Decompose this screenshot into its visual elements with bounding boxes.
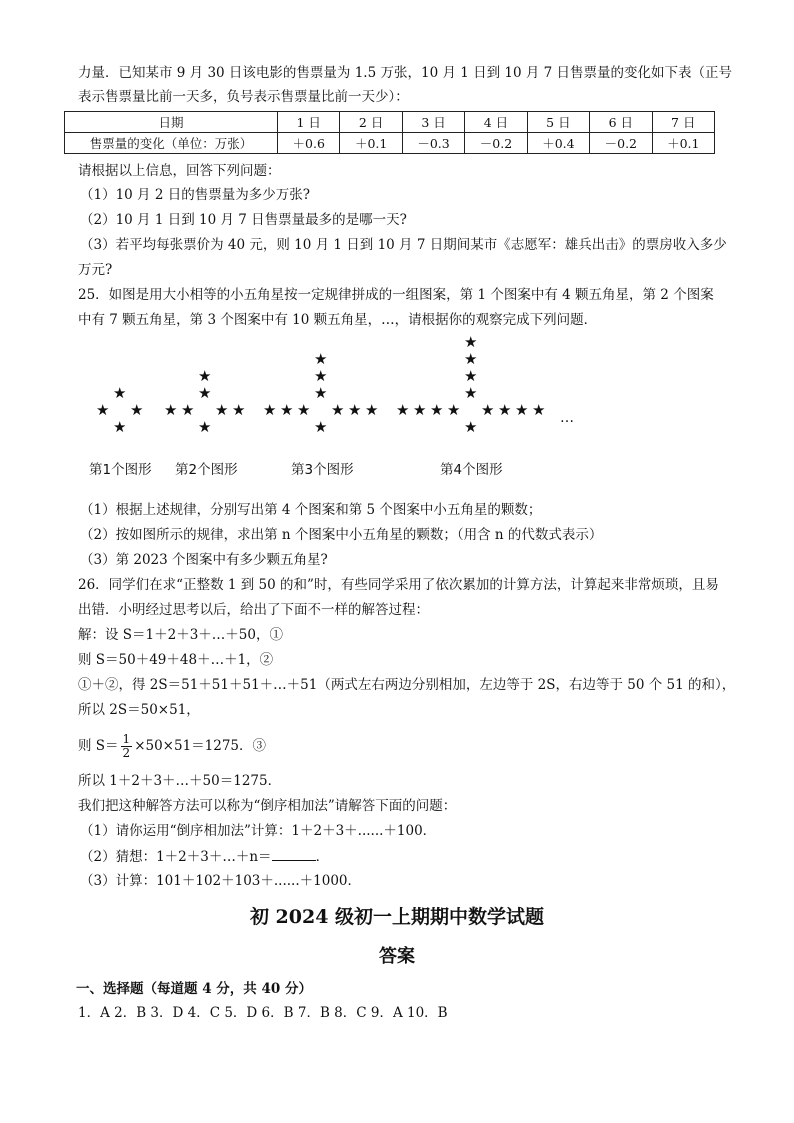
star: ★ xyxy=(430,401,444,419)
solution-5-prefix: 则 S＝ xyxy=(78,738,119,754)
table-cell: ＋0.1 xyxy=(652,133,714,154)
star: ★ xyxy=(314,418,328,436)
table-header-cell: 5 日 xyxy=(527,112,589,133)
table-header-cell: 3 日 xyxy=(402,112,464,133)
q25-item-3: （3）第 2023 个图案中有多少颗五角星? xyxy=(80,552,328,568)
table-header-cell: 日期 xyxy=(65,112,278,133)
star: ★ xyxy=(164,401,178,419)
answer-title: 初 2024 级初一上期期中数学试题 xyxy=(249,906,545,928)
q26-solution-4: 所以 2S＝50×51， xyxy=(78,702,200,718)
q24-prompt: 请根据以上信息，回答下列问题： xyxy=(78,163,281,179)
q25-item-1: （1）根据上述规律，分别写出第 4 个图案和第 5 个图案中小五角星的颗数； xyxy=(80,502,542,518)
star: ★ xyxy=(481,401,495,419)
q26-line-2: 出错．小明经过思考以后，给出了下面不一样的解答过程： xyxy=(78,602,429,618)
star: ★ xyxy=(447,401,461,419)
table-header-cell: 4 日 xyxy=(465,112,527,133)
table-cell: －0.2 xyxy=(465,133,527,154)
star: ★ xyxy=(215,401,229,419)
star: ★ xyxy=(314,350,328,368)
star: ★ xyxy=(464,350,478,368)
figure-caption-1: 第1个图形 xyxy=(89,462,152,478)
star: ★ xyxy=(113,384,127,402)
solution-5-suffix: ×50×51＝1275．③ xyxy=(134,738,267,754)
q25-line-1: 25．如图是用大小相等的小五角星按一定规律拼成的一组图案，第 1 个图案中有 4 颗五角星，第 2 个图案 xyxy=(78,287,714,303)
q25-line-2: 中有 7 颗五角星，第 3 个图案中有 10 颗五角星，…，请根据你的观察完成下列问题． xyxy=(78,312,598,328)
figure-caption-2: 第2个图形 xyxy=(175,462,238,478)
star: ★ xyxy=(464,367,478,385)
star: ★ xyxy=(198,384,212,402)
star: ★ xyxy=(498,401,512,419)
table-header-row xyxy=(65,112,715,133)
fraction-denominator: 2 xyxy=(122,746,131,760)
star: ★ xyxy=(464,418,478,436)
q24-item-2: （2）10 月 1 日到 10 月 7 日售票量最多的是哪一天? xyxy=(80,212,407,228)
section-heading: 一、选择题（每道题 4 分，共 40 分） xyxy=(76,981,312,997)
q26-solution-2: 则 S＝50＋49＋48＋…＋1，② xyxy=(78,652,274,668)
table-cell: ＋0.1 xyxy=(340,133,402,154)
q24-item-3: （3）若平均每张票价为 40 元，则 10 月 1 日到 10 月 7 日期间某市《志愿军：雄兵出击》的票房收入多少 xyxy=(80,237,727,253)
choice-answers: 1．A 2．B 3．D 4．C 5．D 6．B 7．B 8．C 9．A 10．B xyxy=(78,1005,448,1021)
table-cell: ＋0.4 xyxy=(527,133,589,154)
q26-solution-5 xyxy=(78,729,266,763)
star: ★ xyxy=(515,401,529,419)
star-pattern-figure xyxy=(0,330,794,490)
q26-item-3: （3）计算：101＋102＋103＋......＋1000． xyxy=(80,873,361,889)
q26-method: 我们把这种解答方法可以称为“倒序相加法”请解答下面的问题： xyxy=(78,798,457,814)
answer-subtitle: 答案 xyxy=(379,946,415,967)
table-header-cell: 6 日 xyxy=(590,112,652,133)
table-header-cell: 1 日 xyxy=(278,112,340,133)
star: ★ xyxy=(181,401,195,419)
ellipsis: … xyxy=(560,410,574,426)
figure-caption-4: 第4个图形 xyxy=(440,462,503,478)
intro-line-2: 表示售票量比前一天多，负号表示售票量比前一天少）： xyxy=(78,89,409,105)
fraction-numerator: 1 xyxy=(122,732,131,746)
q26-item-2 xyxy=(80,846,329,867)
intro-line-1: 力量．已知某市 9 月 30 日该电影的售票量为 1.5 万张，10 月 1 日到 10 月 7 日售票量的变化如下表（正号 xyxy=(78,65,733,81)
star: ★ xyxy=(464,384,478,402)
star: ★ xyxy=(331,401,345,419)
star: ★ xyxy=(198,367,212,385)
star: ★ xyxy=(314,384,328,402)
q26-item-1: （1）请你运用“倒序相加法”计算：1＋2＋3＋......＋100． xyxy=(80,823,437,839)
star: ★ xyxy=(365,401,379,419)
q24-item-3-cont: 万元? xyxy=(78,262,113,278)
star: ★ xyxy=(130,401,144,419)
star: ★ xyxy=(96,401,110,419)
star: ★ xyxy=(413,401,427,419)
q26-solution-6: 所以 1＋2＋3＋…＋50＝1275． xyxy=(78,773,282,789)
star: ★ xyxy=(532,401,546,419)
star: ★ xyxy=(198,418,212,436)
star: ★ xyxy=(263,401,277,419)
answer-blank xyxy=(272,846,316,861)
table-row-label: 售票量的变化（单位：万张） xyxy=(65,133,278,154)
q26-solution-1: 解：设 S＝1＋2＋3＋…＋50，① xyxy=(78,627,283,643)
star: ★ xyxy=(348,401,362,419)
star: ★ xyxy=(232,401,246,419)
table-cell: －0.3 xyxy=(402,133,464,154)
q25-item-2: （2）按如图所示的规律，求出第 n 个图案中小五角星的颗数；（用含 n 的代数式表示） xyxy=(80,527,603,543)
star: ★ xyxy=(113,418,127,436)
star: ★ xyxy=(280,401,294,419)
table-cell: ＋0.6 xyxy=(278,133,340,154)
q26-solution-3: ①＋②，得 2S＝51＋51＋51＋…＋51（两式左右两边分别相加，左边等于 2S，右边等于 50 个 51 的和）， xyxy=(78,677,736,693)
star: ★ xyxy=(396,401,410,419)
q26-item-2-end: ． xyxy=(315,849,330,865)
q26-item-2-text: （2）猜想：1＋2＋3＋…＋n＝ xyxy=(80,849,272,865)
figure-caption-3: 第3个图形 xyxy=(291,462,354,478)
table-cell: －0.2 xyxy=(590,133,652,154)
table-header-cell: 7 日 xyxy=(652,112,714,133)
star: ★ xyxy=(314,367,328,385)
q26-line-1: 26．同学们在求“正整数 1 到 50 的和”时，有些同学采用了依次累加的计算方法，计算起来非常烦琐，且易 xyxy=(78,577,719,593)
table-row xyxy=(65,133,715,154)
fraction-one-half xyxy=(121,733,133,760)
ticket-change-table xyxy=(64,111,715,154)
star: ★ xyxy=(464,333,478,351)
table-header-cell: 2 日 xyxy=(340,112,402,133)
star: ★ xyxy=(297,401,311,419)
q24-item-1: （1）10 月 2 日的售票量为多少万张? xyxy=(80,187,310,203)
